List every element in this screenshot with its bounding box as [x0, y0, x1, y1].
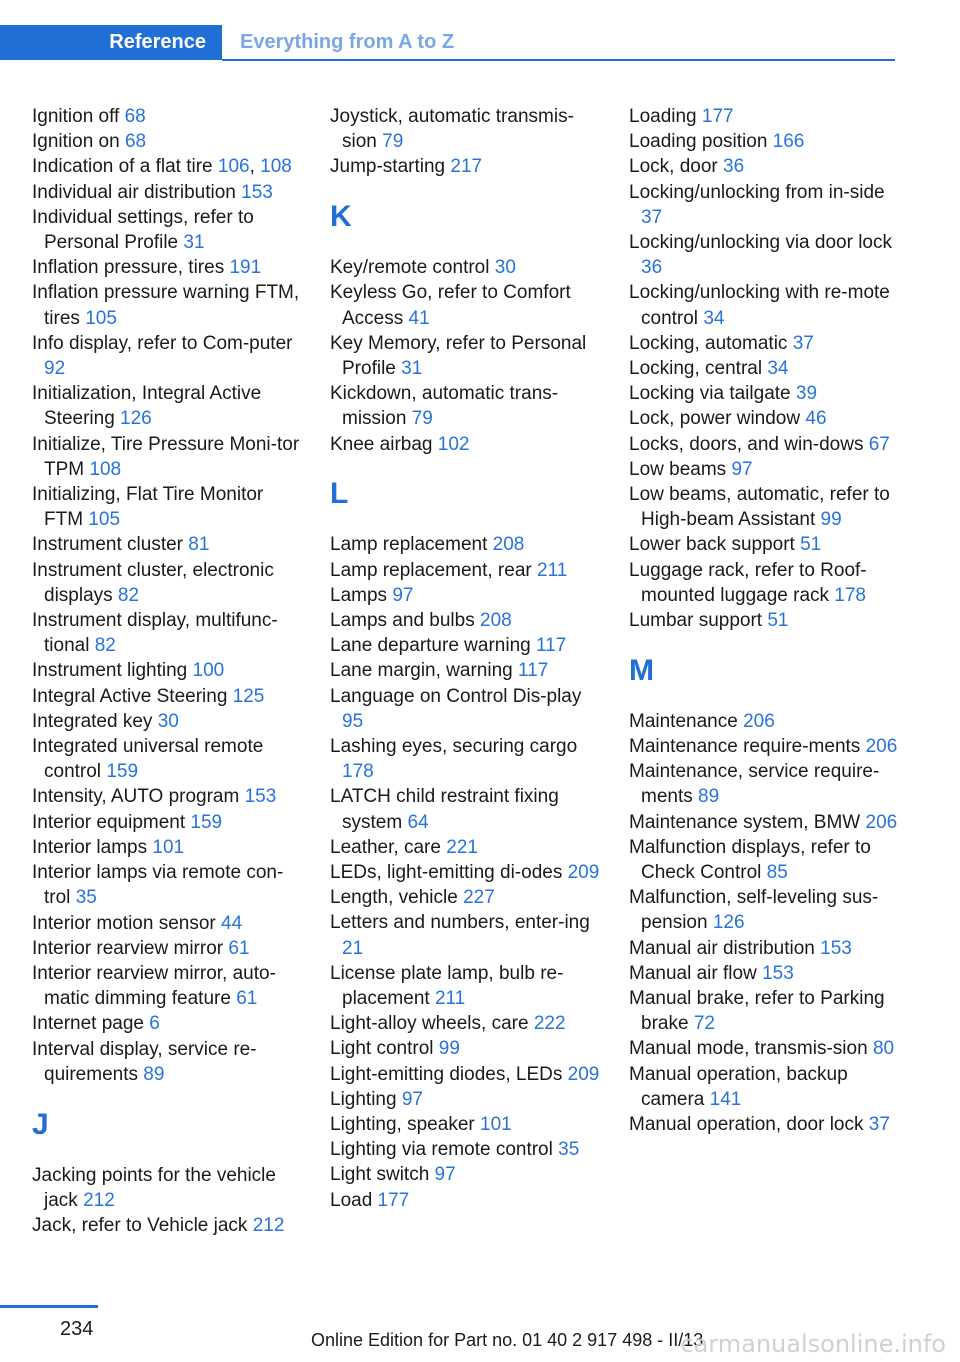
page-link[interactable]: 117 [518, 660, 549, 682]
index-term: Kickdown, automatic trans-mission [330, 383, 559, 430]
page-link[interactable]: 126 [120, 408, 152, 430]
index-term: Interior equipment [32, 811, 191, 833]
index-entry [330, 658, 600, 683]
page-link[interactable]: 95 [342, 710, 364, 732]
page-link[interactable]: 206 [865, 811, 898, 833]
page-link[interactable]: 36 [641, 257, 663, 279]
index-term: Language on Control Dis-play [330, 685, 582, 707]
header-divider [222, 59, 895, 61]
page-link[interactable]: 82 [94, 635, 116, 657]
index-term: Locks, doors, and win-dows [629, 433, 869, 455]
page-link[interactable]: 153 [762, 962, 794, 984]
index-term: Indication of a flat tire [32, 156, 218, 178]
index-term: Initialization, Integral Active Steering [32, 383, 262, 430]
index-entry [330, 784, 600, 834]
page-link[interactable]: 80 [872, 1038, 895, 1060]
page-link[interactable]: 35 [75, 887, 97, 909]
index-entry [330, 154, 600, 179]
index-term: Locking/unlocking via door lock [629, 232, 892, 254]
index-entry [629, 482, 899, 532]
index-term: Jump-starting [330, 156, 451, 178]
page-link[interactable]: 117 [535, 635, 567, 657]
index-entry [629, 936, 899, 961]
index-term: License plate lamp, bulb re-placement [330, 962, 564, 1010]
page-link[interactable]: 79 [411, 408, 433, 430]
index-entry [32, 381, 302, 431]
index-term: Lower back support [629, 534, 801, 556]
index-term: Knee airbag [330, 433, 438, 455]
page-link[interactable]: 97 [392, 584, 414, 606]
index-term: Interior rearview mirror [32, 937, 229, 959]
page-link[interactable]: 153 [241, 181, 273, 203]
index-entry [330, 1112, 600, 1137]
page-link[interactable]: 97 [434, 1164, 456, 1186]
index-entry [32, 331, 302, 381]
index-term: Locking via tailgate [629, 383, 796, 405]
index-term: Lashing eyes, securing cargo [330, 736, 578, 758]
page-link[interactable]: 106 [217, 156, 250, 178]
index-entry [32, 432, 302, 482]
index-term: Manual operation, door lock [629, 1114, 869, 1136]
page-link[interactable]: 6 [149, 1013, 160, 1035]
index-entry [330, 583, 600, 608]
page-link[interactable]: 125 [232, 685, 265, 707]
index-term: Manual brake, refer to Parking brake [629, 988, 885, 1035]
watermark: carmanualsonline.info [680, 1330, 946, 1358]
index-term: Jacking points for the vehicle jack [32, 1164, 276, 1211]
page-link[interactable]: 105 [85, 307, 117, 329]
page-link[interactable]: 72 [693, 1013, 715, 1035]
index-entry [32, 936, 302, 961]
index-term: Ignition on [32, 131, 125, 153]
page-link[interactable]: 141 [709, 1088, 742, 1110]
page-link[interactable]: 178 [342, 761, 374, 783]
index-entry [32, 129, 302, 154]
index-entry [32, 1011, 302, 1036]
page-link[interactable]: 191 [229, 257, 262, 279]
index-term: Manual operation, backup camera [629, 1063, 848, 1110]
index-column-3 [629, 104, 899, 1137]
page-link[interactable]: 212 [252, 1214, 285, 1236]
index-entry [32, 835, 302, 860]
index-entry [629, 1112, 899, 1137]
index-entry [32, 911, 302, 936]
page-link[interactable]: 37 [868, 1114, 890, 1136]
index-term: Maintenance system, BMW [629, 811, 866, 833]
index-entry [330, 1036, 600, 1061]
page-link[interactable]: 206 [743, 710, 775, 732]
page-link[interactable]: 34 [703, 307, 725, 329]
index-entry [629, 835, 899, 885]
page-link[interactable]: 46 [805, 408, 827, 430]
index-entry [32, 658, 302, 683]
page-link[interactable]: 51 [800, 534, 822, 556]
index-term: Individual settings, refer to Personal Profile [32, 206, 254, 254]
page-link[interactable]: 221 [446, 836, 478, 858]
index-entry [330, 860, 600, 885]
index-term: Key Memory, refer to Personal Profile [330, 332, 587, 379]
index-term: Initialize, Tire Pressure Moni-tor TPM [32, 433, 300, 480]
page-link[interactable]: 44 [221, 912, 243, 934]
index-term: Interior motion sensor [32, 912, 222, 934]
index-term: Light-alloy wheels, care [330, 1013, 534, 1035]
page-link[interactable]: 177 [377, 1189, 410, 1211]
page-link[interactable]: 153 [820, 937, 852, 959]
page-link[interactable]: 211 [434, 988, 466, 1010]
index-entry [330, 255, 600, 280]
page-link[interactable]: 51 [767, 610, 789, 632]
index-entry [330, 835, 600, 860]
page-link[interactable]: 105 [88, 509, 121, 531]
section-tab-reference[interactable]: Reference [0, 25, 222, 60]
index-entry [629, 381, 899, 406]
page-link[interactable]: 41 [408, 307, 430, 329]
index-term: Leather, care [330, 836, 447, 858]
page-link[interactable]: 126 [712, 912, 745, 934]
index-letter-heading: J [32, 1107, 49, 1141]
page-link[interactable]: 209 [567, 862, 600, 884]
index-term: Integrated key [32, 710, 158, 732]
index-term: Lane departure warning [330, 635, 536, 657]
index-term: Load [330, 1189, 378, 1211]
index-entry [32, 734, 302, 784]
page-link[interactable]: 222 [533, 1013, 566, 1035]
page-link[interactable]: 37 [641, 206, 663, 228]
index-entry [629, 810, 899, 835]
index-entry [629, 331, 899, 356]
page-link[interactable]: 31 [183, 232, 205, 254]
index-entry [629, 709, 899, 734]
index-term: Lighting, speaker [330, 1114, 480, 1136]
page-link[interactable]: 36 [723, 156, 745, 178]
page-link[interactable]: 68 [124, 106, 146, 127]
index-term: Manual mode, transmis-sion [629, 1038, 873, 1060]
index-entry [629, 129, 899, 154]
index-term: Loading [629, 106, 702, 127]
section-tab-a-to-z[interactable]: Everything from A to Z [240, 31, 455, 53]
index-entry [629, 406, 899, 431]
page-link[interactable]: 85 [766, 862, 788, 884]
page-link[interactable]: 92 [44, 358, 66, 380]
index-entry [629, 1036, 899, 1061]
index-entry [32, 810, 302, 835]
index-term: Lamps and bulbs [330, 610, 480, 631]
index-term: Locking/unlocking from in-side [629, 181, 885, 203]
index-term: Locking, automatic [629, 332, 793, 354]
index-term: Light switch [330, 1164, 435, 1186]
index-entry [32, 482, 302, 532]
index-term: Locking/unlocking with re-mote control [629, 282, 890, 329]
index-term: Individual air distribution [32, 181, 242, 203]
index-term: Interior lamps via remote con-trol [32, 862, 284, 909]
index-term: Integrated universal remote control [32, 736, 264, 783]
index-entry [32, 205, 302, 255]
index-entry [629, 986, 899, 1036]
index-term: Locking, central [629, 358, 768, 380]
index-term: Manual air flow [629, 962, 763, 984]
page-header [0, 25, 895, 62]
page-link[interactable]: 211 [537, 559, 568, 581]
index-term: Low beams [629, 458, 732, 480]
index-entry [330, 104, 600, 154]
index-entry [32, 784, 302, 809]
index-entry [32, 608, 302, 658]
index-term: Malfunction, self-leveling sus-pension [629, 887, 879, 934]
index-entry [629, 885, 899, 935]
index-entry [330, 381, 600, 431]
index-letter-heading: M [629, 653, 654, 687]
index-term: Interval display, service re-quirements [32, 1038, 257, 1085]
index-term: Intensity, AUTO program [32, 786, 245, 808]
index-entry [32, 558, 302, 608]
page-number: 234 [60, 1318, 94, 1340]
index-term: Lamps [330, 584, 393, 606]
index-entry [32, 1213, 302, 1238]
index-term: Keyless Go, refer to Comfort Access [330, 282, 571, 329]
index-term: Lock, power window [629, 408, 806, 430]
index-term: Malfunction displays, refer to Check Control [629, 836, 871, 884]
index-entry [330, 684, 600, 734]
index-entry [330, 885, 600, 910]
index-entry [330, 633, 600, 658]
index-term: LEDs, light-emitting di-odes [330, 862, 568, 884]
page-link[interactable]: 102 [437, 433, 470, 455]
index-term: Maintenance [629, 710, 744, 732]
index-entry [32, 104, 302, 129]
index-entry [330, 910, 600, 960]
index-entry [330, 331, 600, 381]
index-term: Interior lamps [32, 836, 153, 858]
index-term: Lane margin, warning [330, 660, 518, 682]
index-entry [330, 1087, 600, 1112]
index-entry [330, 432, 600, 457]
index-entry [629, 180, 899, 230]
index-entry [629, 1062, 899, 1112]
index-term: Lighting via remote control [330, 1139, 559, 1161]
index-entry [330, 1188, 600, 1213]
index-letter-heading: L [330, 477, 349, 511]
page-link[interactable]: 34 [767, 358, 789, 380]
index-term: Light-emitting diodes, LEDs [330, 1063, 568, 1085]
page-link[interactable]: 100 [192, 660, 225, 682]
index-entry [330, 734, 600, 784]
index-term: Maintenance require-ments [629, 736, 866, 758]
index-entry [330, 961, 600, 1011]
page-link[interactable]: 30 [494, 257, 516, 279]
index-entry [629, 280, 899, 330]
index-term: Maintenance, service require-ments [629, 761, 880, 808]
index-term: Length, vehicle [330, 887, 464, 909]
index-entry [629, 432, 899, 457]
page-link[interactable]: 227 [463, 887, 495, 909]
page-link[interactable]: 81 [188, 534, 210, 556]
page-link[interactable]: 212 [83, 1189, 115, 1211]
page-link[interactable]: 209 [567, 1063, 600, 1085]
index-term: Ignition off [32, 106, 125, 127]
index-entry [629, 154, 899, 179]
index-entry [629, 558, 899, 608]
index-entry [629, 961, 899, 986]
page-link[interactable]: 31 [401, 358, 423, 379]
page-link[interactable]: 61 [236, 988, 258, 1010]
page-link[interactable]: 37 [792, 332, 814, 354]
index-entry: Indication of a flat tire 106, 108 [32, 156, 292, 178]
index-entry [629, 734, 899, 759]
index-entry [330, 1011, 600, 1036]
index-term: Integral Active Steering [32, 685, 233, 707]
index-term: Interior rearview mirror, auto-matic dimming feature [32, 962, 276, 1010]
page-link[interactable]: 68 [124, 131, 147, 153]
index-entry [330, 558, 600, 583]
page-link[interactable]: 89 [143, 1063, 165, 1085]
index-term: Inflation pressure, tires [32, 257, 230, 279]
index-term: Instrument display, multifunc-tional [32, 610, 278, 657]
index-column-1 [32, 104, 302, 1238]
index-entry [330, 532, 600, 557]
index-entry [32, 180, 302, 205]
page-link[interactable]: 82 [117, 584, 140, 606]
index-term: Info display, refer to Com-puter [32, 332, 293, 354]
page-link[interactable]: 97 [731, 458, 753, 480]
index-term: Instrument cluster, electronic displays [32, 559, 274, 606]
page-link[interactable]: 99 [438, 1038, 460, 1060]
page-link[interactable]: 178 [834, 584, 866, 606]
index-term: Inflation pressure warning FTM, tires [32, 282, 300, 329]
page-link[interactable]: 166 [772, 131, 805, 153]
index-term: Luggage rack, refer to Roof-mounted luggage rack [629, 559, 867, 606]
index-term: Low beams, automatic, refer to High-beam Assistant [629, 484, 890, 531]
index-term: Light control [330, 1038, 439, 1060]
index-term: Lighting [330, 1088, 402, 1110]
index-term: Key/remote control [330, 257, 495, 279]
page-link[interactable]: 35 [558, 1139, 580, 1161]
index-entry [629, 532, 899, 557]
index-entry [629, 457, 899, 482]
page-link[interactable]: 99 [820, 509, 842, 531]
index-entry [32, 280, 302, 330]
index-entry [32, 709, 302, 734]
index-entry [32, 1163, 302, 1213]
page-link[interactable]: 97 [401, 1088, 423, 1110]
index-term: Lamp replacement [330, 534, 493, 556]
page-link[interactable]: 89 [698, 786, 720, 808]
index-entry [32, 255, 302, 280]
index-entry [629, 104, 899, 129]
index-term: Letters and numbers, enter-ing [330, 912, 590, 934]
page-link[interactable]: 208 [480, 610, 512, 631]
index-entry [32, 1037, 302, 1087]
index-term: Instrument lighting [32, 660, 193, 682]
index-term: Lock, door [629, 156, 723, 178]
index-letter-heading: K [330, 200, 352, 234]
index-term: LATCH child restraint fixing system [330, 786, 559, 833]
page-link[interactable]: 153 [244, 786, 277, 808]
page-link[interactable]: 208 [492, 534, 525, 556]
edition-note: Online Edition for Part no. 01 40 2 917 498 - II/13 [311, 1330, 704, 1350]
page-link[interactable]: 61 [228, 937, 250, 959]
index-entry [330, 608, 600, 633]
index-entry [32, 532, 302, 557]
index-term: Joystick, automatic transmis-sion [330, 106, 574, 153]
index-entry [330, 1137, 600, 1162]
index-term: Lamp replacement, rear [330, 559, 537, 581]
index-term: Loading position [629, 131, 773, 153]
page-link[interactable]: 217 [450, 156, 483, 178]
index-entry [629, 230, 899, 280]
index-term: Initializing, Flat Tire Monitor FTM [32, 484, 264, 531]
page-link[interactable]: 79 [382, 131, 404, 153]
page-link[interactable]: 108 [89, 458, 122, 480]
page-link[interactable]: 159 [190, 811, 223, 833]
index-term: Lumbar support [629, 610, 768, 632]
page-link[interactable]: 30 [157, 710, 179, 732]
page-link[interactable]: 101 [152, 836, 185, 858]
page-link[interactable]: 159 [106, 761, 139, 783]
page-link[interactable]: 39 [795, 383, 818, 405]
page-link[interactable]: 64 [407, 811, 429, 833]
index-term: Jack, refer to Vehicle jack [32, 1214, 253, 1236]
page-link[interactable]: 108 [260, 156, 292, 178]
index-entry [32, 684, 302, 709]
index-entry [330, 1062, 600, 1087]
index-entry [629, 759, 899, 809]
index-entry [629, 608, 899, 633]
index-column-2 [330, 104, 600, 1213]
index-entry [32, 961, 302, 1011]
index-term: Internet page [32, 1013, 150, 1035]
index-entry [32, 860, 302, 910]
index-term: Instrument cluster [32, 534, 189, 556]
page-link[interactable]: 206 [865, 736, 898, 758]
footer-divider [0, 1305, 98, 1308]
page-link[interactable]: 101 [480, 1114, 512, 1136]
page-link[interactable]: 67 [868, 433, 890, 455]
index-entry [330, 1162, 600, 1187]
page-link[interactable]: 21 [342, 937, 364, 959]
index-entry [330, 280, 600, 330]
index-term: Manual air distribution [629, 937, 821, 959]
page-link[interactable]: 177 [701, 106, 734, 127]
index-entry [629, 356, 899, 381]
